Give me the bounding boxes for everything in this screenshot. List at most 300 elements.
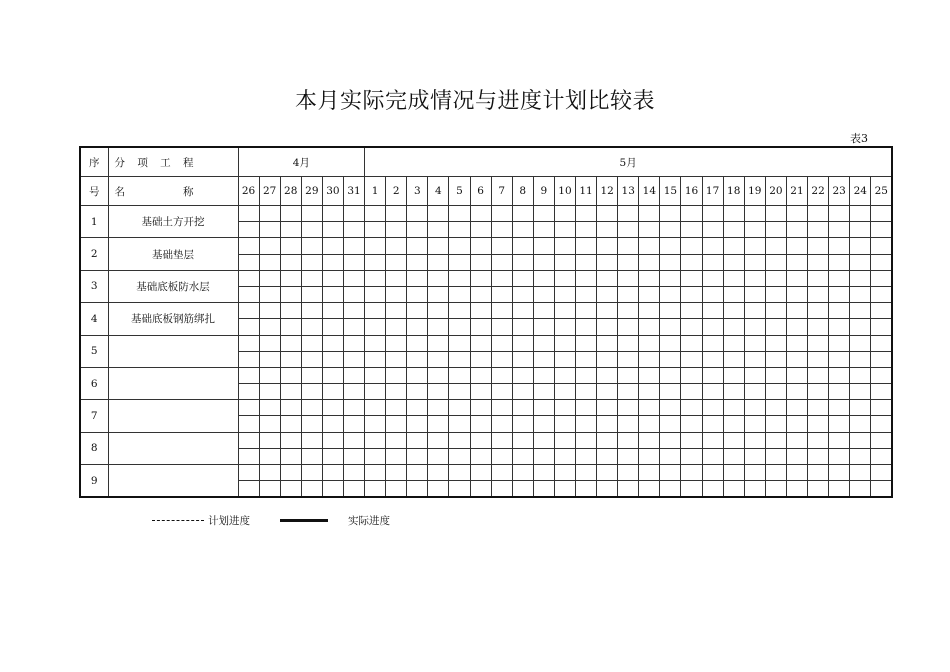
day-cell[interactable] (786, 465, 807, 481)
day-cell[interactable] (301, 400, 322, 416)
day-cell[interactable] (491, 384, 512, 400)
day-cell[interactable] (322, 481, 343, 498)
day-cell[interactable] (259, 432, 280, 448)
day-cell[interactable] (365, 351, 386, 367)
day-cell[interactable] (365, 481, 386, 498)
day-cell[interactable] (871, 238, 892, 254)
day-cell[interactable] (322, 351, 343, 367)
day-cell[interactable] (554, 367, 575, 383)
day-cell[interactable] (554, 432, 575, 448)
day-cell[interactable] (660, 465, 681, 481)
day-cell[interactable] (744, 384, 765, 400)
day-cell[interactable] (829, 351, 850, 367)
day-cell[interactable] (618, 254, 639, 270)
day-cell[interactable] (702, 254, 723, 270)
day-cell[interactable] (322, 254, 343, 270)
day-cell[interactable] (428, 303, 449, 319)
day-cell[interactable] (280, 448, 301, 464)
day-cell[interactable] (871, 367, 892, 383)
day-cell[interactable] (850, 206, 871, 222)
day-cell[interactable] (786, 481, 807, 498)
day-cell[interactable] (407, 254, 428, 270)
day-cell[interactable] (428, 432, 449, 448)
day-cell[interactable] (280, 481, 301, 498)
day-cell[interactable] (681, 384, 702, 400)
day-cell[interactable] (765, 465, 786, 481)
day-cell[interactable] (786, 254, 807, 270)
day-cell[interactable] (533, 222, 554, 238)
day-cell[interactable] (871, 222, 892, 238)
day-cell[interactable] (554, 303, 575, 319)
day-cell[interactable] (723, 303, 744, 319)
day-cell[interactable] (576, 384, 597, 400)
day-cell[interactable] (470, 319, 491, 335)
day-cell[interactable] (681, 286, 702, 302)
day-cell[interactable] (808, 206, 829, 222)
day-cell[interactable] (343, 448, 364, 464)
day-cell[interactable] (765, 319, 786, 335)
day-cell[interactable] (723, 416, 744, 432)
day-cell[interactable] (449, 351, 470, 367)
day-cell[interactable] (491, 367, 512, 383)
day-cell[interactable] (850, 286, 871, 302)
day-cell[interactable] (343, 319, 364, 335)
day-cell[interactable] (660, 222, 681, 238)
day-cell[interactable] (365, 238, 386, 254)
day-cell[interactable] (639, 384, 660, 400)
day-cell[interactable] (386, 270, 407, 286)
day-cell[interactable] (512, 481, 533, 498)
day-cell[interactable] (407, 367, 428, 383)
day-cell[interactable] (301, 351, 322, 367)
day-cell[interactable] (238, 335, 259, 351)
day-cell[interactable] (407, 384, 428, 400)
day-cell[interactable] (829, 238, 850, 254)
day-cell[interactable] (470, 286, 491, 302)
day-cell[interactable] (723, 254, 744, 270)
day-cell[interactable] (512, 303, 533, 319)
day-cell[interactable] (512, 319, 533, 335)
day-cell[interactable] (343, 367, 364, 383)
day-cell[interactable] (786, 222, 807, 238)
day-cell[interactable] (850, 351, 871, 367)
day-cell[interactable] (808, 384, 829, 400)
day-cell[interactable] (786, 303, 807, 319)
day-cell[interactable] (259, 303, 280, 319)
day-cell[interactable] (681, 238, 702, 254)
day-cell[interactable] (702, 303, 723, 319)
day-cell[interactable] (850, 222, 871, 238)
day-cell[interactable] (554, 254, 575, 270)
day-cell[interactable] (449, 481, 470, 498)
day-cell[interactable] (808, 400, 829, 416)
day-cell[interactable] (723, 367, 744, 383)
day-cell[interactable] (786, 384, 807, 400)
day-cell[interactable] (407, 465, 428, 481)
day-cell[interactable] (512, 351, 533, 367)
day-cell[interactable] (491, 238, 512, 254)
day-cell[interactable] (744, 238, 765, 254)
day-cell[interactable] (702, 481, 723, 498)
day-cell[interactable] (280, 319, 301, 335)
day-cell[interactable] (322, 270, 343, 286)
day-cell[interactable] (512, 206, 533, 222)
day-cell[interactable] (765, 432, 786, 448)
day-cell[interactable] (322, 238, 343, 254)
day-cell[interactable] (597, 335, 618, 351)
day-cell[interactable] (449, 432, 470, 448)
day-cell[interactable] (449, 335, 470, 351)
day-cell[interactable] (512, 335, 533, 351)
day-cell[interactable] (554, 319, 575, 335)
day-cell[interactable] (639, 481, 660, 498)
day-cell[interactable] (597, 448, 618, 464)
day-cell[interactable] (660, 319, 681, 335)
day-cell[interactable] (449, 222, 470, 238)
day-cell[interactable] (428, 416, 449, 432)
day-cell[interactable] (301, 481, 322, 498)
day-cell[interactable] (407, 335, 428, 351)
day-cell[interactable] (491, 206, 512, 222)
day-cell[interactable] (259, 465, 280, 481)
day-cell[interactable] (343, 238, 364, 254)
day-cell[interactable] (343, 465, 364, 481)
day-cell[interactable] (871, 254, 892, 270)
day-cell[interactable] (301, 270, 322, 286)
day-cell[interactable] (491, 319, 512, 335)
day-cell[interactable] (512, 254, 533, 270)
day-cell[interactable] (786, 416, 807, 432)
day-cell[interactable] (343, 270, 364, 286)
day-cell[interactable] (702, 367, 723, 383)
day-cell[interactable] (765, 238, 786, 254)
day-cell[interactable] (639, 270, 660, 286)
day-cell[interactable] (765, 351, 786, 367)
day-cell[interactable] (681, 319, 702, 335)
day-cell[interactable] (428, 254, 449, 270)
day-cell[interactable] (365, 367, 386, 383)
task-name[interactable] (108, 400, 238, 432)
day-cell[interactable] (238, 448, 259, 464)
day-cell[interactable] (808, 335, 829, 351)
day-cell[interactable] (343, 206, 364, 222)
day-cell[interactable] (407, 206, 428, 222)
day-cell[interactable] (386, 384, 407, 400)
day-cell[interactable] (829, 254, 850, 270)
day-cell[interactable] (280, 400, 301, 416)
day-cell[interactable] (681, 367, 702, 383)
day-cell[interactable] (850, 335, 871, 351)
day-cell[interactable] (533, 448, 554, 464)
day-cell[interactable] (850, 416, 871, 432)
day-cell[interactable] (386, 481, 407, 498)
day-cell[interactable] (491, 448, 512, 464)
day-cell[interactable] (618, 384, 639, 400)
day-cell[interactable] (808, 351, 829, 367)
day-cell[interactable] (702, 238, 723, 254)
day-cell[interactable] (428, 222, 449, 238)
day-cell[interactable] (280, 432, 301, 448)
day-cell[interactable] (723, 286, 744, 302)
day-cell[interactable] (449, 238, 470, 254)
day-cell[interactable] (301, 335, 322, 351)
day-cell[interactable] (744, 254, 765, 270)
day-cell[interactable] (301, 448, 322, 464)
day-cell[interactable] (554, 222, 575, 238)
day-cell[interactable] (765, 206, 786, 222)
day-cell[interactable] (259, 319, 280, 335)
day-cell[interactable] (386, 254, 407, 270)
day-cell[interactable] (259, 254, 280, 270)
day-cell[interactable] (618, 481, 639, 498)
day-cell[interactable] (576, 206, 597, 222)
day-cell[interactable] (723, 222, 744, 238)
day-cell[interactable] (533, 303, 554, 319)
day-cell[interactable] (576, 286, 597, 302)
day-cell[interactable] (744, 416, 765, 432)
day-cell[interactable] (808, 448, 829, 464)
day-cell[interactable] (470, 448, 491, 464)
day-cell[interactable] (829, 367, 850, 383)
day-cell[interactable] (829, 335, 850, 351)
day-cell[interactable] (723, 465, 744, 481)
day-cell[interactable] (597, 286, 618, 302)
day-cell[interactable] (470, 270, 491, 286)
day-cell[interactable] (702, 465, 723, 481)
day-cell[interactable] (428, 448, 449, 464)
day-cell[interactable] (365, 319, 386, 335)
day-cell[interactable] (639, 335, 660, 351)
day-cell[interactable] (660, 270, 681, 286)
task-name[interactable] (108, 465, 238, 498)
day-cell[interactable] (533, 335, 554, 351)
day-cell[interactable] (238, 303, 259, 319)
day-cell[interactable] (765, 400, 786, 416)
day-cell[interactable] (576, 481, 597, 498)
day-cell[interactable] (597, 254, 618, 270)
day-cell[interactable] (829, 400, 850, 416)
day-cell[interactable] (744, 270, 765, 286)
day-cell[interactable] (723, 481, 744, 498)
day-cell[interactable] (765, 367, 786, 383)
day-cell[interactable] (365, 384, 386, 400)
day-cell[interactable] (639, 432, 660, 448)
day-cell[interactable] (597, 384, 618, 400)
day-cell[interactable] (554, 286, 575, 302)
day-cell[interactable] (238, 432, 259, 448)
day-cell[interactable] (238, 206, 259, 222)
day-cell[interactable] (723, 432, 744, 448)
day-cell[interactable] (554, 400, 575, 416)
day-cell[interactable] (597, 319, 618, 335)
day-cell[interactable] (702, 432, 723, 448)
day-cell[interactable] (850, 400, 871, 416)
day-cell[interactable] (744, 303, 765, 319)
day-cell[interactable] (533, 400, 554, 416)
day-cell[interactable] (723, 206, 744, 222)
day-cell[interactable] (702, 384, 723, 400)
day-cell[interactable] (660, 400, 681, 416)
day-cell[interactable] (428, 384, 449, 400)
day-cell[interactable] (449, 400, 470, 416)
day-cell[interactable] (449, 416, 470, 432)
day-cell[interactable] (238, 351, 259, 367)
day-cell[interactable] (343, 416, 364, 432)
day-cell[interactable] (322, 432, 343, 448)
day-cell[interactable] (280, 351, 301, 367)
day-cell[interactable] (322, 319, 343, 335)
day-cell[interactable] (259, 238, 280, 254)
day-cell[interactable] (554, 465, 575, 481)
day-cell[interactable] (660, 351, 681, 367)
day-cell[interactable] (259, 367, 280, 383)
day-cell[interactable] (301, 254, 322, 270)
day-cell[interactable] (449, 319, 470, 335)
day-cell[interactable] (639, 319, 660, 335)
day-cell[interactable] (365, 270, 386, 286)
day-cell[interactable] (576, 416, 597, 432)
day-cell[interactable] (533, 319, 554, 335)
day-cell[interactable] (449, 303, 470, 319)
day-cell[interactable] (744, 400, 765, 416)
day-cell[interactable] (829, 270, 850, 286)
day-cell[interactable] (786, 319, 807, 335)
day-cell[interactable] (576, 254, 597, 270)
day-cell[interactable] (765, 335, 786, 351)
day-cell[interactable] (407, 270, 428, 286)
day-cell[interactable] (808, 481, 829, 498)
day-cell[interactable] (639, 416, 660, 432)
day-cell[interactable] (618, 465, 639, 481)
day-cell[interactable] (639, 222, 660, 238)
day-cell[interactable] (238, 270, 259, 286)
day-cell[interactable] (343, 254, 364, 270)
day-cell[interactable] (386, 335, 407, 351)
day-cell[interactable] (786, 367, 807, 383)
day-cell[interactable] (470, 303, 491, 319)
day-cell[interactable] (365, 416, 386, 432)
day-cell[interactable] (829, 286, 850, 302)
day-cell[interactable] (681, 351, 702, 367)
day-cell[interactable] (470, 367, 491, 383)
day-cell[interactable] (597, 222, 618, 238)
day-cell[interactable] (259, 222, 280, 238)
day-cell[interactable] (512, 384, 533, 400)
day-cell[interactable] (871, 303, 892, 319)
day-cell[interactable] (322, 465, 343, 481)
day-cell[interactable] (470, 222, 491, 238)
day-cell[interactable] (301, 303, 322, 319)
day-cell[interactable] (449, 206, 470, 222)
day-cell[interactable] (765, 254, 786, 270)
day-cell[interactable] (491, 335, 512, 351)
day-cell[interactable] (259, 270, 280, 286)
day-cell[interactable] (639, 448, 660, 464)
day-cell[interactable] (365, 222, 386, 238)
task-name[interactable]: 基础底板防水层 (108, 270, 238, 302)
day-cell[interactable] (702, 206, 723, 222)
day-cell[interactable] (301, 222, 322, 238)
day-cell[interactable] (238, 465, 259, 481)
day-cell[interactable] (280, 222, 301, 238)
day-cell[interactable] (491, 254, 512, 270)
day-cell[interactable] (491, 416, 512, 432)
day-cell[interactable] (850, 481, 871, 498)
day-cell[interactable] (618, 238, 639, 254)
day-cell[interactable] (660, 481, 681, 498)
day-cell[interactable] (470, 432, 491, 448)
day-cell[interactable] (850, 303, 871, 319)
day-cell[interactable] (660, 335, 681, 351)
day-cell[interactable] (322, 222, 343, 238)
day-cell[interactable] (660, 286, 681, 302)
day-cell[interactable] (470, 351, 491, 367)
day-cell[interactable] (238, 481, 259, 498)
day-cell[interactable] (491, 351, 512, 367)
day-cell[interactable] (576, 448, 597, 464)
day-cell[interactable] (576, 238, 597, 254)
day-cell[interactable] (386, 319, 407, 335)
day-cell[interactable] (259, 335, 280, 351)
day-cell[interactable] (386, 465, 407, 481)
day-cell[interactable] (744, 465, 765, 481)
day-cell[interactable] (428, 270, 449, 286)
day-cell[interactable] (512, 367, 533, 383)
day-cell[interactable] (639, 400, 660, 416)
day-cell[interactable] (660, 416, 681, 432)
day-cell[interactable] (681, 270, 702, 286)
day-cell[interactable] (808, 416, 829, 432)
day-cell[interactable] (407, 351, 428, 367)
day-cell[interactable] (723, 400, 744, 416)
day-cell[interactable] (491, 400, 512, 416)
day-cell[interactable] (533, 384, 554, 400)
day-cell[interactable] (744, 206, 765, 222)
day-cell[interactable] (871, 270, 892, 286)
day-cell[interactable] (681, 400, 702, 416)
day-cell[interactable] (322, 448, 343, 464)
day-cell[interactable] (322, 335, 343, 351)
day-cell[interactable] (386, 206, 407, 222)
day-cell[interactable] (449, 270, 470, 286)
day-cell[interactable] (576, 335, 597, 351)
day-cell[interactable] (765, 481, 786, 498)
day-cell[interactable] (808, 303, 829, 319)
day-cell[interactable] (533, 351, 554, 367)
day-cell[interactable] (259, 351, 280, 367)
day-cell[interactable] (871, 416, 892, 432)
day-cell[interactable] (660, 448, 681, 464)
day-cell[interactable] (554, 238, 575, 254)
day-cell[interactable] (301, 465, 322, 481)
day-cell[interactable] (597, 206, 618, 222)
day-cell[interactable] (259, 384, 280, 400)
day-cell[interactable] (576, 270, 597, 286)
day-cell[interactable] (576, 367, 597, 383)
day-cell[interactable] (386, 286, 407, 302)
day-cell[interactable] (280, 465, 301, 481)
day-cell[interactable] (449, 448, 470, 464)
day-cell[interactable] (343, 384, 364, 400)
day-cell[interactable] (723, 384, 744, 400)
day-cell[interactable] (681, 254, 702, 270)
day-cell[interactable] (681, 335, 702, 351)
day-cell[interactable] (365, 303, 386, 319)
day-cell[interactable] (871, 481, 892, 498)
day-cell[interactable] (512, 465, 533, 481)
day-cell[interactable] (554, 206, 575, 222)
task-name[interactable]: 基础底板钢筋绑扎 (108, 303, 238, 335)
